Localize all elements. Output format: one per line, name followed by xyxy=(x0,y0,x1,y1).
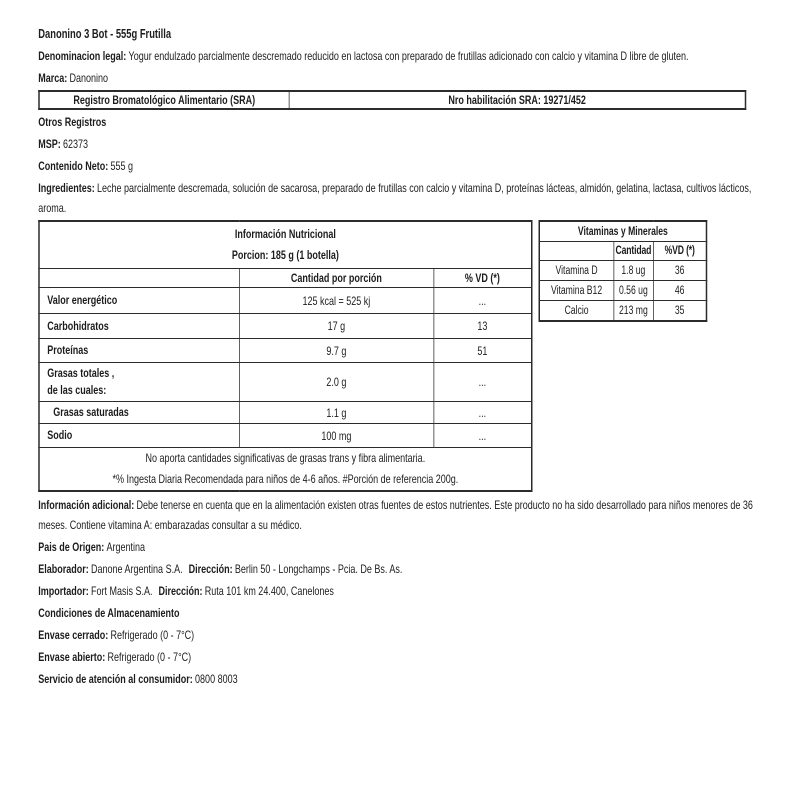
nutrient-amount: 17 g xyxy=(239,314,433,339)
license-number-cell: Nro habilitación SRA: 19271/452 xyxy=(289,91,745,109)
vitamins-amount-header: Cantidad xyxy=(614,242,654,261)
nutrition-facts-table xyxy=(38,220,532,492)
nutrient-dv: 13 xyxy=(434,314,532,339)
nutrient-amount: 9.7 g xyxy=(239,339,433,363)
nutrient-label: Proteínas xyxy=(47,343,89,357)
vitamin-label: Vitamina D xyxy=(539,261,613,281)
nutrition-footnote-cell xyxy=(39,448,532,492)
net-content-value: 555 g xyxy=(110,159,134,173)
nutrient-amount: 1.1 g xyxy=(239,402,433,424)
origin-line xyxy=(38,537,762,557)
registration-table xyxy=(38,90,746,110)
closed-container-label: Envase cerrado: xyxy=(38,628,109,642)
nutrition-row xyxy=(39,363,532,402)
vitamin-amount: 0.56 ug xyxy=(614,281,654,301)
msp-label: MSP: xyxy=(38,137,61,151)
nutrition-footnote-1: No aporta cantidades significativas de grasas trans y fibra alimentaria. xyxy=(145,451,426,465)
nutrient-dv: ... xyxy=(434,363,532,402)
importer-line xyxy=(38,581,762,601)
importer-address-label: Dirección: xyxy=(158,584,203,598)
nutrition-row xyxy=(39,314,532,339)
legal-name-label: Denominacion legal: xyxy=(38,49,127,63)
brand-line xyxy=(38,68,762,88)
closed-container-value: Refrigerado (0 - 7°C) xyxy=(110,628,195,642)
open-container-line xyxy=(38,647,762,667)
origin-value: Argentina xyxy=(106,540,146,554)
manufacturer-label: Elaborador: xyxy=(38,562,89,576)
nutrient-label: Grasas totales , xyxy=(47,366,115,380)
vitamin-label: Vitamina B12 xyxy=(539,281,613,301)
nutrient-amount: 125 kcal = 525 kj xyxy=(239,288,433,314)
importer-value: Fort Masis S.A. xyxy=(91,584,153,598)
vitamin-dv: 46 xyxy=(653,281,706,301)
vitamin-row xyxy=(539,301,706,322)
manufacturer-line xyxy=(38,559,762,579)
msp-line xyxy=(38,134,762,154)
vitamins-blank-header-cell xyxy=(539,242,613,261)
vitamin-dv: 35 xyxy=(653,301,706,322)
vitamins-column-header-row xyxy=(539,242,706,261)
vitamin-row xyxy=(539,281,706,301)
nutrition-row xyxy=(39,288,532,314)
nutrition-table-title: Información Nutricional xyxy=(234,227,336,241)
open-container-value: Refrigerado (0 - 7°C) xyxy=(107,650,192,664)
consumer-service-line xyxy=(38,669,762,689)
legal-name-value: Yogur endulzado parcialmente descremado reducido en lactosa con preparado de frutillas adicionado con calcio y vitamina D libre de gluten. xyxy=(128,49,689,63)
nutrient-dv: ... xyxy=(434,288,532,314)
nutrient-dv: 51 xyxy=(434,339,532,363)
nutrition-footnote-2: *% Ingesta Diaria Recomendada para niños de 4-6 años. #Porción de referencia 200g. xyxy=(112,472,459,486)
vitamin-amount: 213 mg xyxy=(614,301,654,322)
vitamins-table-title: Vitaminas y Minerales xyxy=(539,221,706,242)
legal-name-line xyxy=(38,46,762,66)
origin-label: Pais de Origen: xyxy=(38,540,105,554)
consumer-service-value: 0800 8003 xyxy=(195,672,238,686)
nutrient-dv: ... xyxy=(434,402,532,424)
net-content-label: Contenido Neto: xyxy=(38,159,109,173)
nutrient-dv: ... xyxy=(434,424,532,448)
brand-label: Marca: xyxy=(38,71,68,85)
importer-address-value: Ruta 101 km 24.400, Canelones xyxy=(204,584,334,598)
ingredients-line xyxy=(38,178,762,218)
nutrient-label: Carbohidratos xyxy=(47,318,109,333)
vitamin-row xyxy=(539,261,706,281)
nutrition-blank-header-cell xyxy=(39,269,239,288)
importer-label: Importador: xyxy=(38,584,89,598)
nutrition-amount-header: Cantidad por porción xyxy=(239,269,433,288)
nutrient-amount: 100 mg xyxy=(239,424,433,448)
registry-name-cell: Registro Bromatológico Alimentario (SRA) xyxy=(39,91,289,109)
nutrition-title-cell xyxy=(39,221,532,269)
page-title: Danonino 3 Bot - 555g Frutilla xyxy=(38,27,172,41)
additional-info-value: Debe tenerse en cuenta que en la alimentación existen otras fuentes de estos nutrientes. Este producto no ha sido desarrollado para niños menores de 36 meses. Contiene vitamina A: embarazadas consultar a su médico. xyxy=(38,498,753,532)
vitamin-dv: 36 xyxy=(653,261,706,281)
msp-value: 62373 xyxy=(63,137,89,151)
vitamin-amount: 1.8 ug xyxy=(614,261,654,281)
storage-conditions-heading: Condiciones de Almacenamiento xyxy=(38,606,180,620)
manufacturer-address-value: Berlin 50 - Longchamps - Pcia. De Bs. As. xyxy=(234,562,403,576)
nutrition-title-row xyxy=(39,221,532,269)
vitamins-dv-header: %VD (*) xyxy=(653,242,706,261)
closed-container-line xyxy=(38,625,762,645)
nutrient-label: Sodio xyxy=(47,428,73,442)
vitamins-title-row xyxy=(539,221,706,242)
nutrition-column-header-row xyxy=(39,269,532,288)
nutrition-dv-header: % VD (*) xyxy=(434,269,532,288)
nutrition-row xyxy=(39,339,532,363)
consumer-service-label: Servicio de atención al consumidor: xyxy=(38,672,193,686)
brand-value: Danonino xyxy=(69,71,109,85)
vitamin-label: Calcio xyxy=(539,301,613,322)
additional-info-line xyxy=(38,495,762,535)
nutrient-label: Valor energético xyxy=(47,293,118,307)
additional-info-label: Información adicional: xyxy=(38,498,135,512)
nutrient-label: Grasas saturadas xyxy=(53,405,129,419)
nutrition-row xyxy=(39,424,532,448)
manufacturer-value: Danone Argentina S.A. xyxy=(91,562,183,576)
nutrient-amount: 2.0 g xyxy=(239,363,433,402)
ingredients-value: Leche parcialmente descremada, solución de sacarosa, preparado de frutillas con calcio y vitamina D, proteínas lácteas, almidón, gelatina, lactasa, cultivos lácticos, aroma. xyxy=(38,181,752,215)
nutrition-row xyxy=(39,402,532,424)
manufacturer-address-label: Dirección: xyxy=(188,562,233,576)
vitamins-minerals-table xyxy=(539,220,708,322)
nutrition-footnote-row xyxy=(39,448,532,492)
other-registrations-heading: Otros Registros xyxy=(38,115,107,129)
nutrition-table-portion: Porcion: 185 g (1 botella) xyxy=(231,248,339,262)
registration-row xyxy=(39,91,746,109)
net-content-line xyxy=(38,156,762,176)
tables-section xyxy=(38,220,762,492)
ingredients-label: Ingredientes: xyxy=(38,181,95,195)
open-container-label: Envase abierto: xyxy=(38,650,106,664)
nutrient-label-line2: de las cuales: xyxy=(47,383,107,397)
